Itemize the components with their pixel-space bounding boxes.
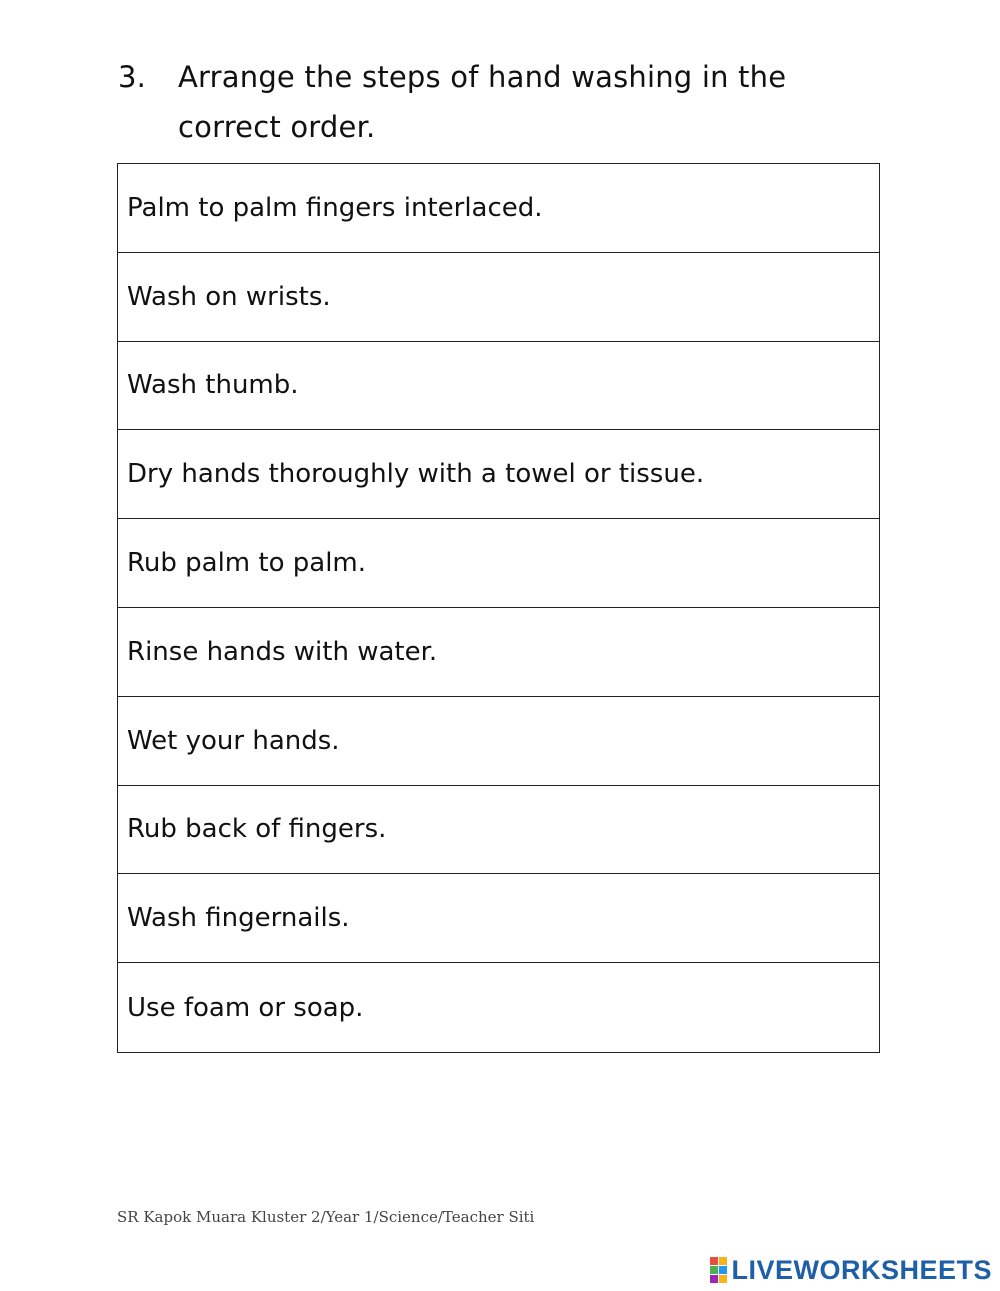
step-item[interactable]: Wash on wrists. bbox=[118, 253, 879, 342]
step-item[interactable]: Rub palm to palm. bbox=[118, 519, 879, 608]
step-item[interactable]: Wash thumb. bbox=[118, 342, 879, 431]
step-item[interactable]: Rub back of fingers. bbox=[118, 786, 879, 875]
step-item[interactable]: Palm to palm fingers interlaced. bbox=[118, 164, 879, 253]
question-text-line-2: correct order. bbox=[178, 110, 376, 144]
steps-table bbox=[117, 163, 880, 1053]
question-line-1 bbox=[118, 52, 878, 102]
step-item[interactable]: Use foam or soap. bbox=[127, 992, 364, 1023]
brand-watermark bbox=[710, 1255, 992, 1285]
question bbox=[118, 52, 878, 152]
liveworksheets-logo-icon bbox=[710, 1257, 727, 1283]
step-item[interactable]: Wet your hands. bbox=[118, 697, 879, 786]
question-text-line-1: Arrange the steps of hand washing in the bbox=[178, 60, 787, 94]
step-item[interactable]: Rinse hands with water. bbox=[118, 608, 879, 697]
question-line-2 bbox=[118, 102, 878, 152]
step-item[interactable]: Dry hands thoroughly with a towel or tissue. bbox=[118, 430, 879, 519]
footer-credit: SR Kapok Muara Kluster 2/Year 1/Science/Teacher Siti bbox=[117, 1208, 535, 1226]
brand-name: LIVEWORKSHEETS bbox=[731, 1254, 992, 1285]
question-number: 3. bbox=[118, 60, 147, 94]
step-item[interactable]: Wash fingernails. bbox=[118, 874, 879, 963]
